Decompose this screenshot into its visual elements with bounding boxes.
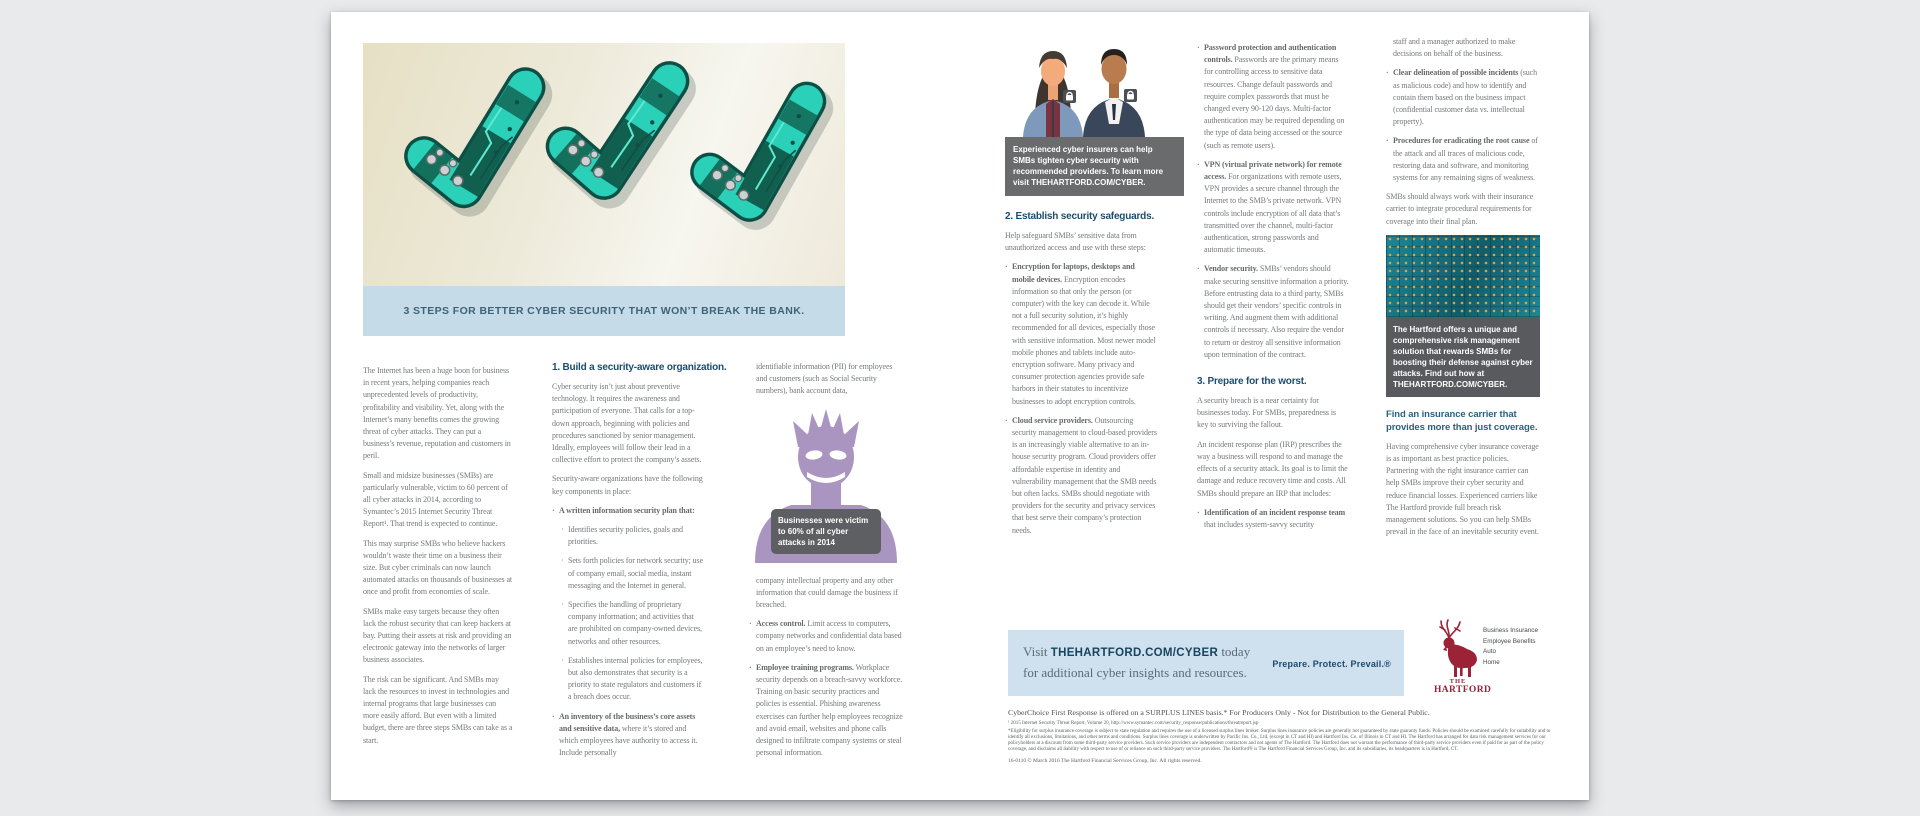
brand-the: THE (1449, 678, 1467, 685)
closing-column (1386, 36, 1540, 545)
advisor-callout (1005, 137, 1184, 196)
hacker-illustration-block (749, 405, 903, 565)
bullet-text: (such as malicious code) and how to identify and contain them based on the business impact (confidential customer data vs. intellectual property). (1393, 68, 1538, 127)
intro-paragraph: The risk can be significant. And SMBs may lack the resources to invest in technologies and internal programs that large businesses can more easily afford. But even with a limited budget, there are three steps SMBs can take as a start. (363, 674, 513, 745)
hacker-stat-text: Businesses were victim to 60% of all cyber attacks in 2014 (778, 515, 869, 547)
legal-block (1008, 708, 1568, 765)
incident-team-continued: staff and a manager authorized to make decisions on behalf of the business. (1393, 37, 1516, 59)
hartford-stag-icon (1437, 618, 1479, 678)
intro-paragraph: SMBs make easy targets because they often lack the robust security that can keep hackers at bay. Putting their assets at risk and providing an electronic gateway into the networks of larger business associates. (363, 606, 512, 665)
bullet-text: SMBs’ vendors should make securing sensitive information a priority. Before entrusting data to a third party, SMBs should get their vendors’ specific controls in writing. And augment them with additional controls if necessary. Also require the vendor to return or destroy all sensitive information upon termination of the contract. (1204, 264, 1349, 359)
cta-prefix: Visit (1023, 644, 1048, 659)
bullet-lead: Password protection and authentication controls. (1204, 43, 1337, 65)
intro-column (363, 365, 513, 754)
legal-disclaimer: *Eligibility for surplus insurance coverage is subject to state regulation and requires the use of a licensed surplus lines broker. Surplus lines insurance policies are generally not guaranteed by state guaranty funds. Policies should be examined carefully for suitability and to identify all exclusions, limitations, and other terms and conditions. Surplus lines coverage is underwritten by Pacific Ins. Co., Ltd. (except in CT and HI) and Hartford Ins. Co. of Illinois in CT and HI. The Hartford has arranged for data risk management services for our policyholders at a discount from some third-party service providers. Such service providers are independent contractors and not agents of The Hartford. The Hartford does not warrant the performance of third-party service providers even if paid for as part of the policy coverage, and disclaims all liability with respect to use of or reliance on such third-party service providers. The Hartford® is The Hartford Financial Services Group, Inc. and its subsidiaries, its headquarters is in Hartford, CT. (1008, 728, 1551, 753)
bullet-access-control (749, 618, 903, 655)
service-item: Auto (1483, 648, 1496, 655)
brochure-page (331, 12, 1589, 800)
bullet-cloud-providers (1005, 415, 1159, 537)
title-bar (363, 286, 845, 336)
intro-paragraph: Small and midsize businesses (SMBs) are particularly vulnerable, victim to 60 percent of all cyber attacks in 2014, according to Symantec’s 2015 Internet Security Threat Report¹. That trend is expected to continue. (363, 470, 508, 529)
bullet-text: Outsourcing security management to cloud-based providers is an increasingly viable alternative to an in-house security program. Cloud providers offer affordable expertise in identity and vulnerability management that the SMB needs but often lacks. SMBs should negotiate with providers for the security and privacy services that best serve their company’s protection needs. (1012, 415, 1157, 535)
step3-paragraph: SMBs should always work with their insurance carrier to integrate procedural requirements for coverage into their final plan. (1386, 192, 1534, 226)
cta-text (1023, 642, 1250, 683)
circuit-checkmarks-icon (363, 43, 845, 286)
inventory-continued: company intellectual property and any other information that could damage the business if breached. (756, 575, 898, 610)
bullet-lead: Cloud service providers. (1012, 415, 1093, 425)
sub-bullet: · Identifies security policies, goals and priorities. (561, 524, 704, 548)
bullet-written-plan (552, 505, 704, 517)
bullet-lead: Employee training programs. (756, 662, 854, 672)
cta-suffix: today (1221, 644, 1251, 659)
step2-heading: 2. Establish security safeguards. (1005, 211, 1155, 222)
legal-source-line: ¹ 2015 Internet Security Threat Report, Volume 20, http://www.symantec.com/security_response/publications/threatreport.jsp (1008, 720, 1259, 726)
intro-paragraph: The Internet has been a huge boon for business in recent years, helping companies reach unprecedented levels of productivity, profitability and visibility. Yet, along with the Internet’s many benefits comes the growing threat of cyber attacks. They can put a business’s revenue, reputation and customers in peril. (363, 366, 511, 461)
bullet-encryption (1005, 261, 1159, 407)
bullet-inventory (552, 711, 704, 760)
bullet-lead: Procedures for eradicating the root cause (1393, 136, 1530, 146)
step2-intro: Help safeguard SMBs’ sensitive data from unauthorized access and use with these steps: (1005, 231, 1146, 253)
step3-paragraph: An incident response plan (IRP) prescribes the way a business will respond to and manage the effects of a security attack. Its goal is to limit the damage and reduce recovery time and costs. All SMBs should prepare an IRP that includes: (1197, 439, 1348, 498)
insurance-advisors-illustration (1005, 34, 1159, 137)
hacker-stat-callout (771, 509, 881, 554)
intro-paragraph: This may surprise SMBs who believe hackers wouldn’t waste their time on a business their size. But cyber criminals can now launch automated attacks on thousands of businesses at once and profit from economies of scale. (363, 538, 513, 597)
bullet-lead: Vendor security. (1204, 264, 1258, 274)
brand-hartford: HARTFORD (1434, 685, 1492, 695)
bullet-text: of the attack and all traces of malicious code, restoring data and software, and monitoring systems for any remaining signs of weakness. (1393, 136, 1538, 183)
bullet-lead: Encryption for laptops, desktops and mobile devices. (1012, 262, 1135, 284)
tagline: Prepare. Protect. Prevail.® (1272, 659, 1391, 669)
bullet-lead: Access control. (756, 619, 806, 629)
closing-heading: Find an insurance carrier that provides more than just coverage. (1386, 408, 1538, 434)
bullet-password (1197, 42, 1349, 152)
brand-wordmark (1434, 678, 1492, 696)
circuit-board-image (1386, 235, 1540, 317)
service-item: Employee Benefits (1483, 637, 1536, 645)
bullet-text: that includes system-savvy security (1204, 519, 1315, 529)
step1-column (552, 361, 727, 766)
bullet-text: where it’s stored and which employees have authority to access it. Include personally (559, 723, 698, 758)
bullet-text: Limit access to computers, company networks and confidential data based on an employee’s need to know. (756, 619, 902, 653)
inventory-continued: identifiable information (PII) for employees and customers (such as Social Security numbers), bank account data, (756, 362, 893, 396)
bullet-delineation (1386, 67, 1540, 128)
step3-column (1197, 42, 1349, 538)
bullet-text: Workplace security depends on a breach-savvy workforce. Training on basic security practices and policies is essential. Phishing awareness exercises can further help employees recognize and avoid email, websites and phone calls designed to infiltrate company systems or steal personal information. (756, 662, 903, 758)
bullet-eradication (1386, 135, 1540, 184)
bullet-lead: An inventory of the business’s core assets and sensitive data, (559, 711, 696, 733)
legal-copyright: 16-0110 © March 2016 The Hartford Financial Services Group, Inc. All rights reserved. (1008, 757, 1202, 764)
hartford-solution-callout (1386, 317, 1540, 397)
hartford-solution-text: The Hartford offers a unique and comprehensive risk management solution that rewards SMBs for boosting their defense against cyber attacks. Find out how at THEHARTFORD.COM/CYBER. (1393, 324, 1533, 389)
step1-column-continued (749, 361, 903, 766)
bullet-lead: Clear delineation of possible incidents (1393, 68, 1519, 78)
bullet-employee-training (749, 662, 903, 760)
service-item: Home (1483, 658, 1500, 666)
cta-line2: for additional cyber insights and resources. (1023, 665, 1247, 680)
step2-column (1005, 34, 1164, 544)
sub-bullet: · Specifies the handling of proprietary company information; and activities that are prohibited on company-owned devices, networks and other resources. (561, 599, 704, 648)
padlock-icon (1124, 89, 1137, 102)
closing-paragraph: Having comprehensive cyber insurance coverage is as important as best practice policies. Partnering with the right insurance carrier can help SMBs improve their cyber security and reduce financial losses. Experienced carriers like The Hartford provide full breach risk management solutions. So you can help SMBs prevail in the face of an inevitable security event. (1386, 441, 1539, 537)
hartford-logo (1434, 614, 1587, 714)
step3-heading: 3. Prepare for the worst. (1197, 376, 1307, 388)
bullet-text: For organizations with remote users, VPN provides a secure channel through the Internet to the SMB’s private network. VPN controls include encryption of all data that’s transmitted over the channel, multi-factor authentication, strong passwords and automatic timeouts. (1204, 172, 1342, 255)
hero-image (363, 43, 845, 286)
service-list (1483, 626, 1538, 668)
sub-bullet: · Establishes internal policies for employees, but also demonstrates that security is a priority to state regulators and customers if a breach does occur. (561, 655, 704, 704)
cta-bar (1008, 630, 1404, 696)
bullet-vpn (1197, 159, 1349, 257)
step1-paragraph: Cyber security isn’t just about preventive technology. It requires the awareness and participation of everyone. That calls for a top-down approach, beginning with policies and procedures sanctioned by senior management. Ideally, employees will follow their lead in a collective effort to protect the company’s assets. (552, 382, 702, 465)
cta-link[interactable]: THEHARTFORD.COM/CYBER (1050, 647, 1219, 659)
bullet-incident-team (1197, 507, 1349, 531)
bullet-lead: VPN (virtual private network) for remote access. (1204, 159, 1342, 182)
padlock-icon (1063, 90, 1076, 103)
legal-offer-line: CyberChoice First Response is offered on a SURPLUS LINES basis.* For Producers Only - Not for Distribution to the General Public. (1008, 708, 1430, 717)
bullet-text: Passwords are the primary means for controlling access to sensitive data resources. Change default passwords and require complex passwords that must be changed every 90-120 days. Multi-factor authentication may be required depending on the type of data being accessed or the source (such as remote users). (1204, 55, 1345, 150)
sub-bullet: · Sets forth policies for network security; use of company email, social media, instant messaging and the Internet in general. (561, 555, 704, 592)
service-item: Business Insurance (1483, 627, 1538, 634)
bullet-text: Encryption encodes information so that only the person (or computer) with the key can decode it. While not a full security solution, it’s highly recommended for all devices, especially those with sensitive information. Most newer model mobile phones and tablets include auto-encryption software. Many privacy and consumer protection agencies provide safe harbors in their statutes to incentivize businesses to adopt encryption controls. (1012, 274, 1156, 406)
page-title: 3 STEPS FOR BETTER CYBER SECURITY THAT WON’T BREAK THE BANK. (403, 305, 805, 317)
bullet-lead: A written information security plan that: (559, 505, 695, 515)
bullet-lead: Identification of an incident response team (1204, 507, 1346, 517)
step3-paragraph: A security breach is a near certainty for businesses today. For SMBs, preparedness is key to surviving the fallout. (1197, 396, 1336, 430)
advisor-callout-text: Experienced cyber insurers can help SMBs tighten cyber security with recommended providers. To learn more visit THEHARTFORD.COM/CYBER. (1013, 145, 1164, 187)
advisors-icon (1005, 34, 1159, 137)
step1-heading: 1. Build a security-aware organization. (552, 362, 727, 373)
bullet-vendor-security (1197, 263, 1349, 361)
step1-paragraph: Security-aware organizations have the following key components in place: (552, 474, 703, 496)
